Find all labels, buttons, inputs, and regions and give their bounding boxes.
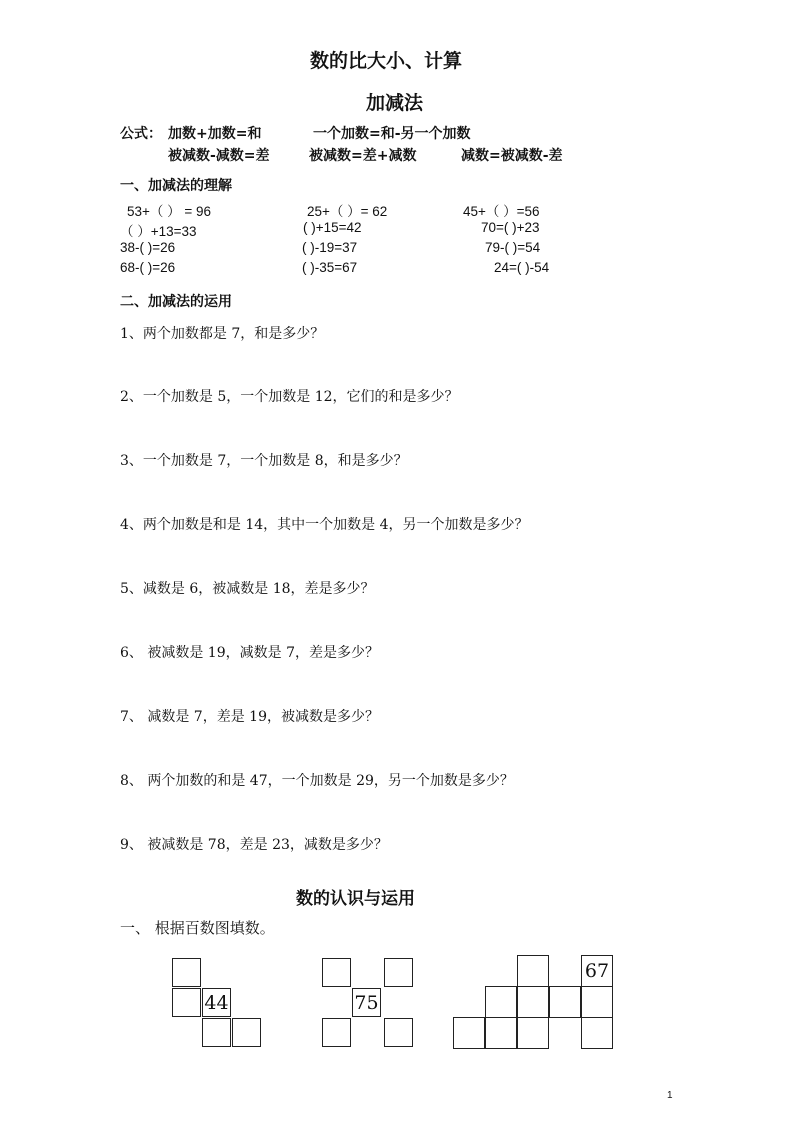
grid-cell — [549, 986, 581, 1018]
part2-heading: 二、加减法的运用 — [120, 294, 232, 310]
question: 6、 被减数是 19，减数是 7，差是多少？ — [120, 645, 379, 661]
grid-cell — [322, 958, 351, 987]
grid-cell — [322, 1018, 351, 1047]
grid-cell — [384, 1018, 413, 1047]
grid-cell-number: 75 — [352, 988, 381, 1017]
grid-cell — [202, 1018, 231, 1047]
equation: 25+（ ）= 62 — [307, 204, 388, 219]
formula-addend: 一个加数=和-另一个加数 — [313, 126, 471, 142]
equation: 45+（ ）=56 — [463, 204, 540, 219]
formula-label: 公式： — [120, 126, 162, 142]
question: 4、两个加数是和是 14，其中一个加数是 4，另一个加数是多少？ — [120, 517, 529, 533]
question: 1、两个加数都是 7，和是多少？ — [120, 326, 325, 342]
main-title: 数的比大小、计算 — [310, 50, 463, 72]
equation: ( )-19=37 — [302, 240, 358, 255]
grid-cell — [485, 986, 517, 1018]
grid-cell — [485, 1017, 517, 1049]
equation: ( )+15=42 — [303, 220, 362, 235]
section2-title: 数的认识与运用 — [296, 889, 415, 909]
question: 9、 被减数是 78，差是 23，减数是多少？ — [120, 837, 388, 853]
question: 2、一个加数是 5，一个加数是 12，它们的和是多少？ — [120, 389, 459, 405]
question: 7、 减数是 7，差是 19，被减数是多少？ — [120, 709, 379, 725]
equation: 68-( )=26 — [120, 260, 176, 275]
question: 5、减数是 6，被减数是 18，差是多少？ — [120, 581, 375, 597]
grid-cell — [172, 988, 201, 1017]
grid-cell — [517, 986, 549, 1018]
grid-cell — [172, 958, 201, 987]
grid-cell — [232, 1018, 261, 1047]
question: 3、一个加数是 7，一个加数是 8，和是多少？ — [120, 453, 408, 469]
grid-cell — [581, 986, 613, 1018]
equation: 79-( )=54 — [485, 240, 541, 255]
equation: 24=( )-54 — [494, 260, 550, 275]
formula-difference: 被减数-减数=差 — [168, 148, 270, 164]
formula-subtrahend: 减数=被减数-差 — [461, 148, 563, 164]
formula-sum: 加数+加数=和 — [168, 126, 262, 142]
grid-cell — [453, 1017, 485, 1049]
equation: 38-( )=26 — [120, 240, 176, 255]
section2-item: 一、 根据百数图填数。 — [120, 919, 275, 937]
equation: ( )-35=67 — [302, 260, 358, 275]
grid-cell — [517, 1017, 549, 1049]
question: 8、 两个加数的和是 47，一个加数是 29，另一个加数是多少？ — [120, 773, 514, 789]
equation: 70=( )+23 — [481, 220, 540, 235]
part1-heading: 一、加减法的理解 — [120, 178, 232, 194]
equation: 53+（ ） = 96 — [127, 204, 212, 219]
grid-cell-number: 67 — [581, 955, 613, 987]
grid-cell — [384, 958, 413, 987]
grid-cell — [517, 955, 549, 987]
page-number: 1 — [667, 1090, 673, 1101]
equation: （ ）+13=33 — [120, 224, 197, 239]
formula-minuend: 被减数=差+减数 — [309, 148, 417, 164]
section-title: 加减法 — [366, 92, 424, 114]
grid-cell-number: 44 — [202, 988, 231, 1017]
grid-cell — [581, 1017, 613, 1049]
